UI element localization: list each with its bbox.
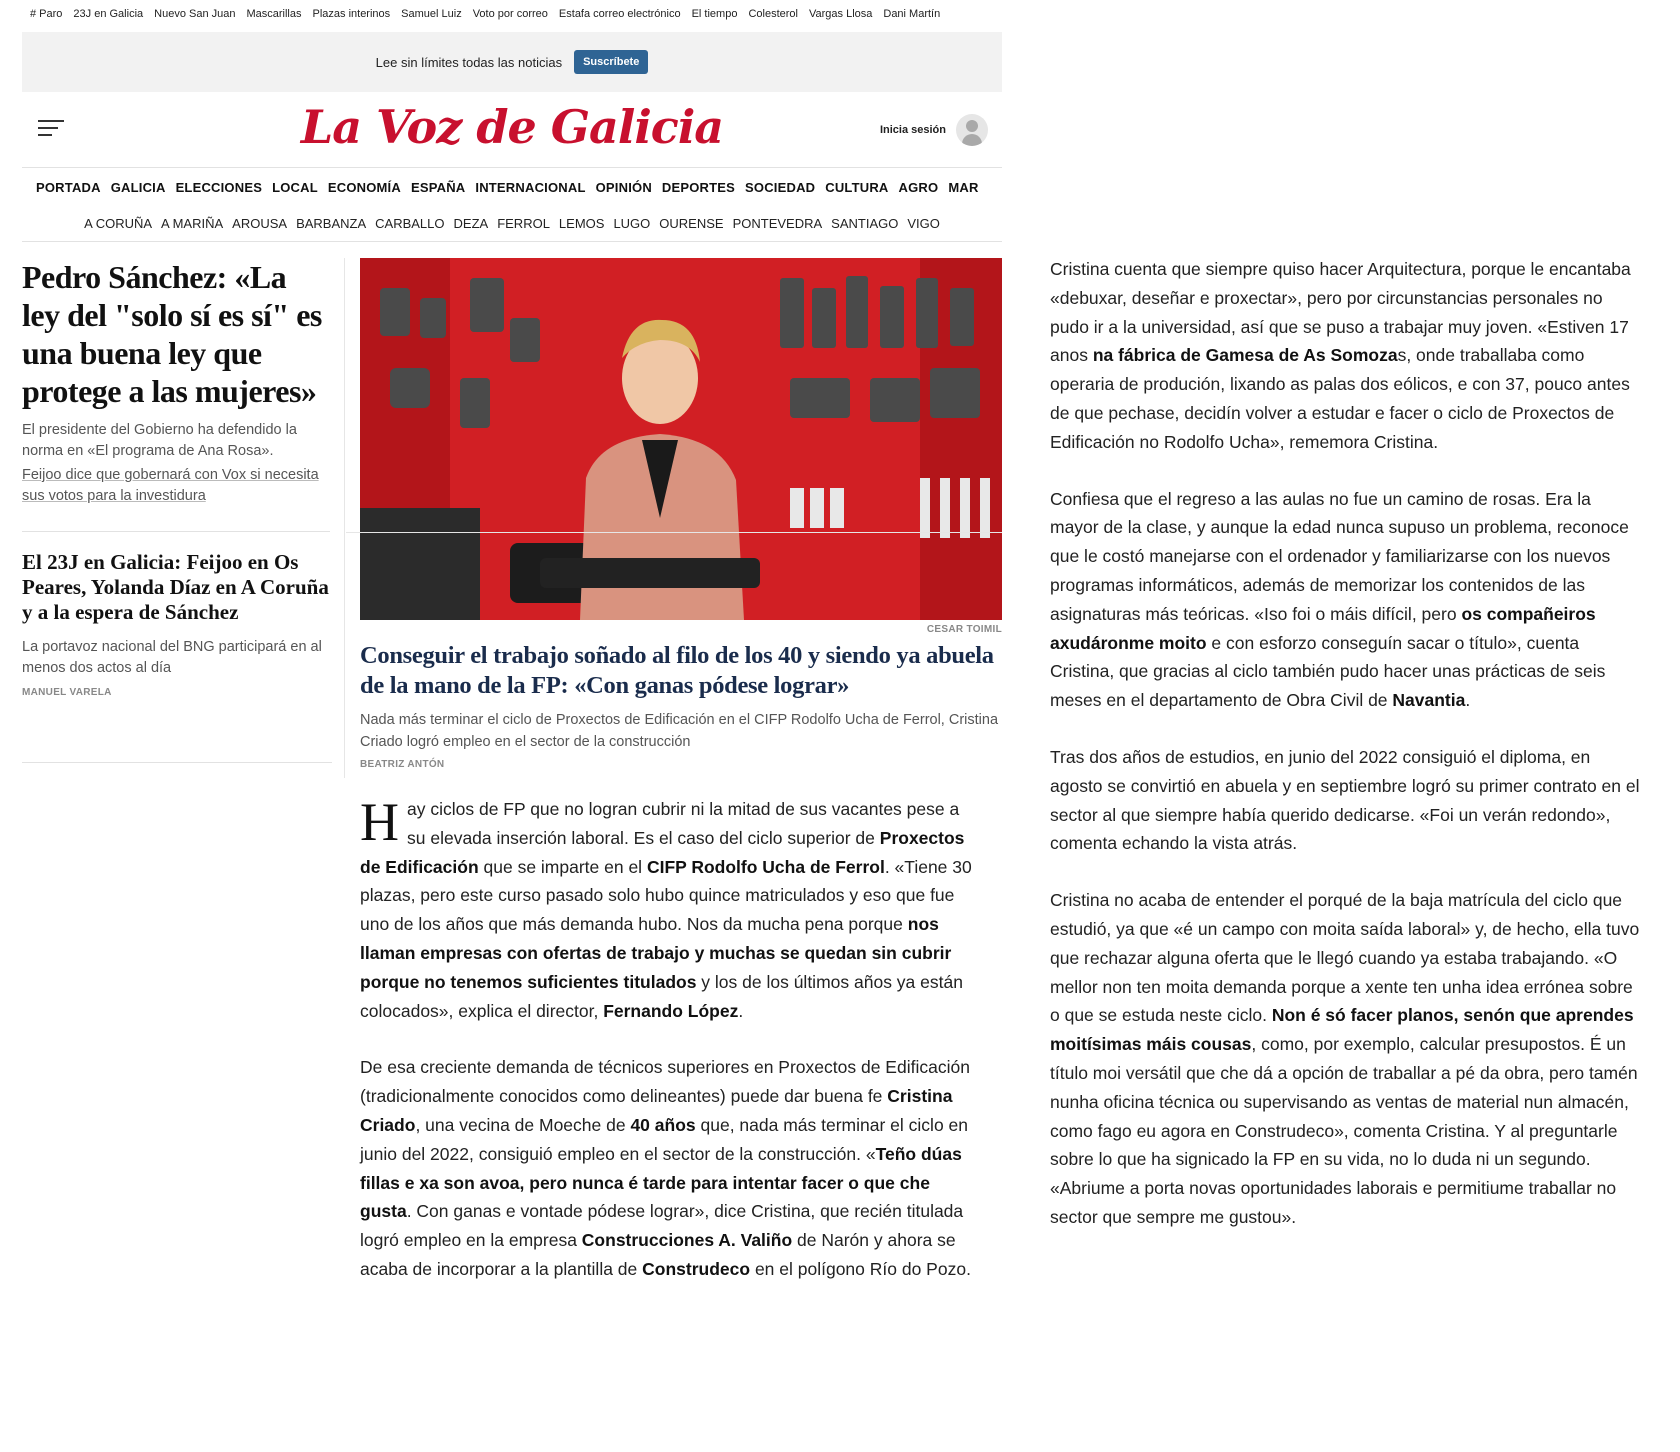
bold-text: Fernando López bbox=[603, 1000, 739, 1021]
local-nav-item[interactable]: AROUSA bbox=[232, 216, 288, 231]
site-logo[interactable]: La Voz de Galicia bbox=[300, 100, 724, 154]
local-nav-item[interactable]: CARBALLO bbox=[375, 216, 445, 231]
trending-link[interactable]: Samuel Luiz bbox=[401, 8, 462, 20]
main-nav bbox=[22, 169, 1002, 205]
article-paragraph bbox=[1050, 743, 1640, 858]
article-paragraph bbox=[1050, 255, 1640, 457]
main-nav-item[interactable]: OPINIÓN bbox=[595, 179, 652, 195]
story-author-23j: MANUEL VARELA bbox=[22, 687, 112, 698]
main-nav-item[interactable]: LOCAL bbox=[272, 179, 318, 195]
text-run: y los de los últimos años ya están colocados», explica el director, bbox=[360, 971, 963, 1021]
text-run: de Narón y ahora se acaba de incorporar a la plantilla de bbox=[360, 1230, 956, 1279]
local-nav-item[interactable]: VIGO bbox=[907, 216, 940, 231]
main-nav-item[interactable]: INTERNACIONAL bbox=[475, 179, 586, 195]
user-avatar-icon[interactable] bbox=[956, 114, 988, 146]
bold-text: Construcciones A. Valiño bbox=[581, 1230, 793, 1251]
left-column bbox=[22, 258, 330, 763]
login-link[interactable]: Inicia sesión bbox=[879, 124, 946, 136]
story-lead-main: Nada más terminar el ciclo de Proxectos de Edificación en el CIFP Rodolfo Ucha de Ferrol, Cristina Criado logró empleo en el sector de la construcción bbox=[360, 712, 999, 750]
bold-text: Construdeco bbox=[642, 1258, 751, 1279]
article-body bbox=[360, 792, 972, 1312]
text-run: . «Tiene 30 plazas, pero este curso pasado solo hubo quince matriculados y eso que fue uno de los años que más demanda hubo. Nos da mucha pena porque bbox=[360, 856, 972, 935]
bold-text: nos llaman empresas con ofertas de trabajo y muchas se quedan sin cubrir porque no tenemos suficientes titulados bbox=[360, 914, 952, 992]
main-nav-item[interactable]: MAR bbox=[948, 179, 979, 195]
local-nav-item[interactable]: LEMOS bbox=[558, 216, 605, 231]
main-nav-item[interactable]: PORTADA bbox=[36, 179, 101, 195]
text-run: s, onde traballaba como operaria de produción, lixando as palas dos eólicos, e con 37, pouco antes de que pechase, decidín volver a estudar e facer o ciclo de Proxectos de Edificación no Rodolfo Ucha», rememora Cristina. bbox=[1050, 345, 1630, 452]
local-nav bbox=[22, 206, 1002, 242]
text-run: Cristina cuenta que siempre quiso hacer Arquitectura, porque le encantaba «debuxar, deseñar e proxectar», pero por circunstancias personales no pudo ir a la universidad, así que se puso a trabajar muy joven. «Estiven 17 anos bbox=[1050, 259, 1631, 366]
text-run: que, nada más terminar el ciclo en junio del 2022, consiguió empleo en el sector de la construcción. « bbox=[360, 1114, 969, 1164]
story-photo[interactable] bbox=[360, 258, 1002, 620]
local-nav-item[interactable]: DEZA bbox=[453, 216, 489, 231]
text-run: . bbox=[1465, 690, 1471, 711]
main-nav-item[interactable]: SOCIEDAD bbox=[745, 179, 816, 195]
bold-text: Teño dúas fillas e xa son avoa, pero nunca é tarde para intentar facer o que che gusta bbox=[360, 1143, 962, 1222]
local-nav-item[interactable]: LUGO bbox=[613, 216, 651, 231]
photo-credit: CESAR TOIMIL bbox=[926, 624, 1002, 635]
main-nav-item[interactable]: AGRO bbox=[898, 179, 939, 195]
bold-text: Navantia bbox=[1392, 690, 1466, 711]
story-title-23j[interactable]: El 23J en Galicia: Feijoo en Os Peares, Yolanda Díaz en A Coruña y a la espera de Sánchez bbox=[22, 550, 329, 624]
divider bbox=[22, 531, 330, 532]
trending-link[interactable]: Plazas interinos bbox=[312, 8, 391, 20]
text-run: De esa creciente demanda de técnicos superiores en Proxectos de Edificación (tradicionalmente conocidos como delineantes) puede dar buena fe bbox=[360, 1057, 970, 1107]
text-run: Cristina no acaba de entender el porqué de la baja matrícula del ciclo que estudió, ya que «é un campo con moita saída laboral» y, de hecho, ella tuvo que rechazar alguna oferta que le llegó cuando ya estaba trabajando. «O mellor non ten moita demanda porque a xente ten unha idea errónea sobre o que se estuda neste ciclo. bbox=[1050, 890, 1640, 1026]
trending-link[interactable]: Dani Martín bbox=[883, 8, 941, 20]
main-nav-item[interactable]: ELECCIONES bbox=[175, 179, 263, 195]
trending-link[interactable]: El tiempo bbox=[691, 8, 738, 20]
local-nav-item[interactable]: BARBANZA bbox=[296, 216, 367, 231]
trending-link[interactable]: Estafa correo electrónico bbox=[558, 8, 681, 20]
local-nav-item[interactable]: OURENSE bbox=[659, 216, 724, 231]
story-title-sanchez[interactable]: Pedro Sánchez: «La ley del "solo sí es sí" es una buena ley que protege a las mujeres» bbox=[22, 259, 322, 409]
article-continued bbox=[1050, 255, 1640, 1260]
article-paragraph bbox=[360, 1053, 972, 1283]
bold-text: Cristina Criado bbox=[360, 1086, 953, 1135]
subscribe-bar bbox=[22, 32, 1002, 92]
site-header bbox=[22, 92, 1002, 168]
text-run: . bbox=[738, 1000, 744, 1021]
story-lead-23j: La portavoz nacional del BNG participará en al menos dos actos al día bbox=[22, 639, 322, 676]
drop-cap: H bbox=[360, 792, 399, 852]
column-divider bbox=[344, 258, 345, 778]
text-run: e con esforzo conseguín sacar o título», cuenta Cristina, que gracias al ciclo también pudo hacer unas prácticas de seis meses en el departamento de Obra Civil de bbox=[1050, 632, 1606, 711]
local-nav-item[interactable]: FERROL bbox=[497, 216, 550, 231]
local-nav-item[interactable]: PONTEVEDRA bbox=[732, 216, 823, 231]
article-paragraph bbox=[1050, 485, 1640, 715]
article-paragraph bbox=[1050, 886, 1640, 1232]
local-nav-item[interactable]: SANTIAGO bbox=[831, 216, 899, 231]
text-run: , como, por exemplo, calcular presupostos. É un título moi versátil que che dá a opción de traballar a pé da obra, pero tamén nunha oficina técnica ou supervisando as ventas de material nun almacén, como fago eu agora en Construdeco», comenta Cristina. Y al preguntarle sobre lo que ha signicado la FP en su vida, no lo duda ni un segundo. «Abriume a porta novas oportunidades laborais e permitiume traballar no sector que sempre me gustou». bbox=[1050, 1034, 1638, 1227]
subscribe-text: Lee sin límites todas las noticias bbox=[375, 54, 563, 70]
trending-link[interactable]: Vargas Llosa bbox=[808, 8, 873, 20]
main-nav-item[interactable]: ECONOMÍA bbox=[327, 179, 401, 195]
text-run: en el polígono Río do Pozo. bbox=[750, 1258, 971, 1279]
main-nav-item[interactable]: CULTURA bbox=[825, 179, 889, 195]
main-nav-item[interactable]: GALICIA bbox=[110, 179, 166, 195]
subscribe-button[interactable]: Suscríbete bbox=[574, 50, 648, 74]
bold-text: Proxectos de Edificación bbox=[360, 827, 965, 877]
text-run: , una vecina de Moeche de bbox=[415, 1114, 631, 1135]
trending-link[interactable]: Nuevo San Juan bbox=[154, 8, 236, 20]
trending-link[interactable]: Colesterol bbox=[748, 8, 798, 20]
text-run: Confiesa que el regreso a las aulas no fue un camino de rosas. Era la mayor de la clase, y aunque la edad nunca supuso un problema, reconoce que le costó manejarse con el ordenador y familiarizarse con los nuevos programas informáticos, además de memorizar los contenidos de las asignaturas más teóricas. «Iso foi o máis difícil, pero bbox=[1050, 488, 1629, 624]
divider bbox=[346, 532, 1002, 533]
story-author-main: BEATRIZ ANTÓN bbox=[360, 759, 445, 770]
bold-text: CIFP Rodolfo Ucha de Ferrol bbox=[646, 856, 885, 877]
trending-link[interactable]: # Paro bbox=[30, 8, 63, 20]
bold-text: 40 años bbox=[630, 1114, 696, 1135]
text-run: ay ciclos de FP que no logran cubrir ni la mitad de sus vacantes pese a su elevada inserción laboral. Es el caso del ciclo superior de bbox=[407, 799, 960, 848]
related-link-feijoo[interactable]: Feijoo dice que gobernará con Vox si necesita sus votos para la investidura bbox=[22, 467, 319, 504]
story-lead-sanchez: El presidente del Gobierno ha defendido la norma en «El programa de Ana Rosa». bbox=[22, 422, 297, 459]
bold-text: os compañeiros axudáronme moito bbox=[1050, 603, 1596, 653]
main-nav-item[interactable]: ESPAÑA bbox=[410, 179, 466, 195]
trending-link[interactable]: 23J en Galicia bbox=[73, 8, 144, 20]
trending-link[interactable]: Voto por correo bbox=[472, 8, 548, 20]
page bbox=[22, 0, 1002, 1452]
story-title-main[interactable]: Conseguir el trabajo soñado al filo de los 40 y siendo ya abuela de la mano de la FP: «Con ganas pódese lograr» bbox=[360, 642, 994, 699]
main-story bbox=[360, 258, 1002, 770]
article-paragraph bbox=[360, 792, 972, 1025]
trending-link[interactable]: Mascarillas bbox=[246, 8, 302, 20]
bold-text: Non é só facer planos, senón que aprendes moitísimas máis cousas bbox=[1050, 1005, 1634, 1055]
text-run: . Con ganas e vontade pódese lograr», dice Cristina, que recién titulada logró empleo en la empresa bbox=[360, 1201, 964, 1251]
bold-text: na fábrica de Gamesa de As Somoza bbox=[1092, 345, 1398, 366]
trending-bar bbox=[30, 8, 940, 20]
text-run: que se imparte en el bbox=[478, 856, 647, 877]
main-nav-item[interactable]: DEPORTES bbox=[661, 179, 736, 195]
local-nav-item[interactable]: A CORUÑA bbox=[84, 216, 153, 231]
divider bbox=[22, 762, 332, 763]
local-nav-item[interactable]: A MARIÑA bbox=[161, 216, 224, 231]
text-run: Tras dos años de estudios, en junio del 2022 consiguió el diploma, en agosto se convirtió en abuela y en septiembre logró su primer contrato en el sector al que siempre había querido dedicarse. «Foi un verán redondo», comenta echando la vista atrás. bbox=[1050, 746, 1640, 854]
